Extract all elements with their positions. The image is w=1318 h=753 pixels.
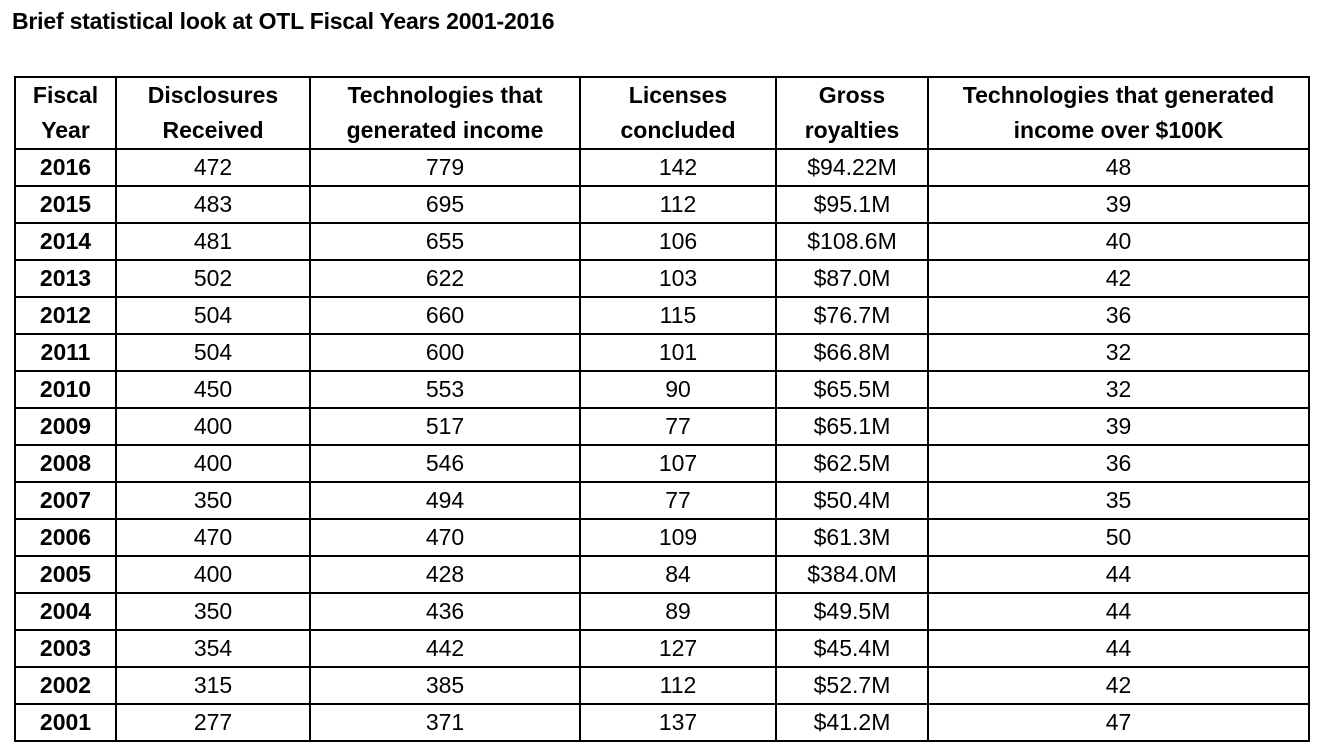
technologies-income-cell: 385 bbox=[310, 667, 580, 704]
technologies-over-100k-cell: 35 bbox=[928, 482, 1309, 519]
fiscal-year-cell: 2004 bbox=[15, 593, 116, 630]
fiscal-year-cell: 2009 bbox=[15, 408, 116, 445]
gross-royalties-cell: $50.4M bbox=[776, 482, 928, 519]
gross-royalties-cell: $87.0M bbox=[776, 260, 928, 297]
technologies-income-cell: 622 bbox=[310, 260, 580, 297]
technologies-over-100k-cell: 44 bbox=[928, 593, 1309, 630]
table-row bbox=[15, 593, 1309, 630]
fiscal-year-cell: 2012 bbox=[15, 297, 116, 334]
table-row bbox=[15, 297, 1309, 334]
fiscal-year-cell: 2005 bbox=[15, 556, 116, 593]
fiscal-year-cell: 2003 bbox=[15, 630, 116, 667]
technologies-income-cell: 546 bbox=[310, 445, 580, 482]
technologies-income-cell: 695 bbox=[310, 186, 580, 223]
gross-royalties-cell: $65.1M bbox=[776, 408, 928, 445]
table-row bbox=[15, 223, 1309, 260]
gross-royalties-cell: $49.5M bbox=[776, 593, 928, 630]
table-row bbox=[15, 667, 1309, 704]
technologies-income-cell: 655 bbox=[310, 223, 580, 260]
technologies-income-cell: 779 bbox=[310, 149, 580, 186]
technologies-income-cell: 553 bbox=[310, 371, 580, 408]
fiscal-year-cell: 2016 bbox=[15, 149, 116, 186]
technologies-over-100k-cell: 39 bbox=[928, 186, 1309, 223]
header-row bbox=[15, 77, 1309, 149]
header-technologies-over-100k: Technologies that generated income over $100K bbox=[928, 77, 1309, 149]
gross-royalties-cell: $61.3M bbox=[776, 519, 928, 556]
gross-royalties-cell: $45.4M bbox=[776, 630, 928, 667]
technologies-over-100k-cell: 39 bbox=[928, 408, 1309, 445]
header-licenses-concluded: Licenses concluded bbox=[580, 77, 776, 149]
fiscal-year-cell: 2013 bbox=[15, 260, 116, 297]
licenses-concluded-cell: 77 bbox=[580, 408, 776, 445]
licenses-concluded-cell: 107 bbox=[580, 445, 776, 482]
table-row bbox=[15, 149, 1309, 186]
disclosures-received-cell: 350 bbox=[116, 482, 310, 519]
fiscal-stats-table bbox=[14, 76, 1310, 742]
technologies-over-100k-cell: 48 bbox=[928, 149, 1309, 186]
gross-royalties-cell: $62.5M bbox=[776, 445, 928, 482]
header-disclosures-received: Disclosures Received bbox=[116, 77, 310, 149]
header-gross-royalties: Gross royalties bbox=[776, 77, 928, 149]
page-title: Brief statistical look at OTL Fiscal Years 2001-2016 bbox=[12, 8, 555, 34]
fiscal-year-cell: 2001 bbox=[15, 704, 116, 741]
table-row bbox=[15, 186, 1309, 223]
header-fiscal-year: Fiscal Year bbox=[15, 77, 116, 149]
technologies-over-100k-cell: 47 bbox=[928, 704, 1309, 741]
licenses-concluded-cell: 90 bbox=[580, 371, 776, 408]
gross-royalties-cell: $66.8M bbox=[776, 334, 928, 371]
licenses-concluded-cell: 103 bbox=[580, 260, 776, 297]
licenses-concluded-cell: 137 bbox=[580, 704, 776, 741]
disclosures-received-cell: 400 bbox=[116, 445, 310, 482]
technologies-income-cell: 442 bbox=[310, 630, 580, 667]
disclosures-received-cell: 483 bbox=[116, 186, 310, 223]
header-technologies-income: Technologies that generated income bbox=[310, 77, 580, 149]
table-row bbox=[15, 371, 1309, 408]
fiscal-year-cell: 2006 bbox=[15, 519, 116, 556]
technologies-over-100k-cell: 40 bbox=[928, 223, 1309, 260]
technologies-over-100k-cell: 42 bbox=[928, 667, 1309, 704]
gross-royalties-cell: $76.7M bbox=[776, 297, 928, 334]
licenses-concluded-cell: 115 bbox=[580, 297, 776, 334]
licenses-concluded-cell: 112 bbox=[580, 667, 776, 704]
licenses-concluded-cell: 106 bbox=[580, 223, 776, 260]
disclosures-received-cell: 400 bbox=[116, 556, 310, 593]
table-row bbox=[15, 556, 1309, 593]
disclosures-received-cell: 504 bbox=[116, 297, 310, 334]
licenses-concluded-cell: 77 bbox=[580, 482, 776, 519]
disclosures-received-cell: 400 bbox=[116, 408, 310, 445]
technologies-over-100k-cell: 36 bbox=[928, 445, 1309, 482]
disclosures-received-cell: 354 bbox=[116, 630, 310, 667]
gross-royalties-cell: $52.7M bbox=[776, 667, 928, 704]
disclosures-received-cell: 470 bbox=[116, 519, 310, 556]
technologies-over-100k-cell: 50 bbox=[928, 519, 1309, 556]
fiscal-year-cell: 2002 bbox=[15, 667, 116, 704]
disclosures-received-cell: 472 bbox=[116, 149, 310, 186]
technologies-income-cell: 371 bbox=[310, 704, 580, 741]
gross-royalties-cell: $65.5M bbox=[776, 371, 928, 408]
technologies-over-100k-cell: 36 bbox=[928, 297, 1309, 334]
fiscal-year-cell: 2015 bbox=[15, 186, 116, 223]
gross-royalties-cell: $108.6M bbox=[776, 223, 928, 260]
technologies-income-cell: 494 bbox=[310, 482, 580, 519]
technologies-income-cell: 660 bbox=[310, 297, 580, 334]
disclosures-received-cell: 504 bbox=[116, 334, 310, 371]
fiscal-year-cell: 2008 bbox=[15, 445, 116, 482]
gross-royalties-cell: $94.22M bbox=[776, 149, 928, 186]
licenses-concluded-cell: 112 bbox=[580, 186, 776, 223]
technologies-over-100k-cell: 44 bbox=[928, 556, 1309, 593]
gross-royalties-cell: $384.0M bbox=[776, 556, 928, 593]
disclosures-received-cell: 481 bbox=[116, 223, 310, 260]
licenses-concluded-cell: 84 bbox=[580, 556, 776, 593]
gross-royalties-cell: $95.1M bbox=[776, 186, 928, 223]
licenses-concluded-cell: 142 bbox=[580, 149, 776, 186]
disclosures-received-cell: 350 bbox=[116, 593, 310, 630]
disclosures-received-cell: 450 bbox=[116, 371, 310, 408]
table-row bbox=[15, 408, 1309, 445]
technologies-over-100k-cell: 32 bbox=[928, 334, 1309, 371]
table-row bbox=[15, 482, 1309, 519]
technologies-income-cell: 517 bbox=[310, 408, 580, 445]
technologies-income-cell: 600 bbox=[310, 334, 580, 371]
table-row bbox=[15, 704, 1309, 741]
disclosures-received-cell: 502 bbox=[116, 260, 310, 297]
table-row bbox=[15, 519, 1309, 556]
licenses-concluded-cell: 127 bbox=[580, 630, 776, 667]
licenses-concluded-cell: 101 bbox=[580, 334, 776, 371]
fiscal-year-cell: 2007 bbox=[15, 482, 116, 519]
table-row bbox=[15, 445, 1309, 482]
licenses-concluded-cell: 89 bbox=[580, 593, 776, 630]
gross-royalties-cell: $41.2M bbox=[776, 704, 928, 741]
table-row bbox=[15, 260, 1309, 297]
disclosures-received-cell: 277 bbox=[116, 704, 310, 741]
technologies-over-100k-cell: 42 bbox=[928, 260, 1309, 297]
technologies-income-cell: 428 bbox=[310, 556, 580, 593]
table-body bbox=[15, 149, 1309, 741]
table-row bbox=[15, 334, 1309, 371]
table-row bbox=[15, 630, 1309, 667]
fiscal-year-cell: 2010 bbox=[15, 371, 116, 408]
technologies-income-cell: 436 bbox=[310, 593, 580, 630]
fiscal-year-cell: 2014 bbox=[15, 223, 116, 260]
licenses-concluded-cell: 109 bbox=[580, 519, 776, 556]
fiscal-year-cell: 2011 bbox=[15, 334, 116, 371]
technologies-income-cell: 470 bbox=[310, 519, 580, 556]
technologies-over-100k-cell: 32 bbox=[928, 371, 1309, 408]
technologies-over-100k-cell: 44 bbox=[928, 630, 1309, 667]
disclosures-received-cell: 315 bbox=[116, 667, 310, 704]
